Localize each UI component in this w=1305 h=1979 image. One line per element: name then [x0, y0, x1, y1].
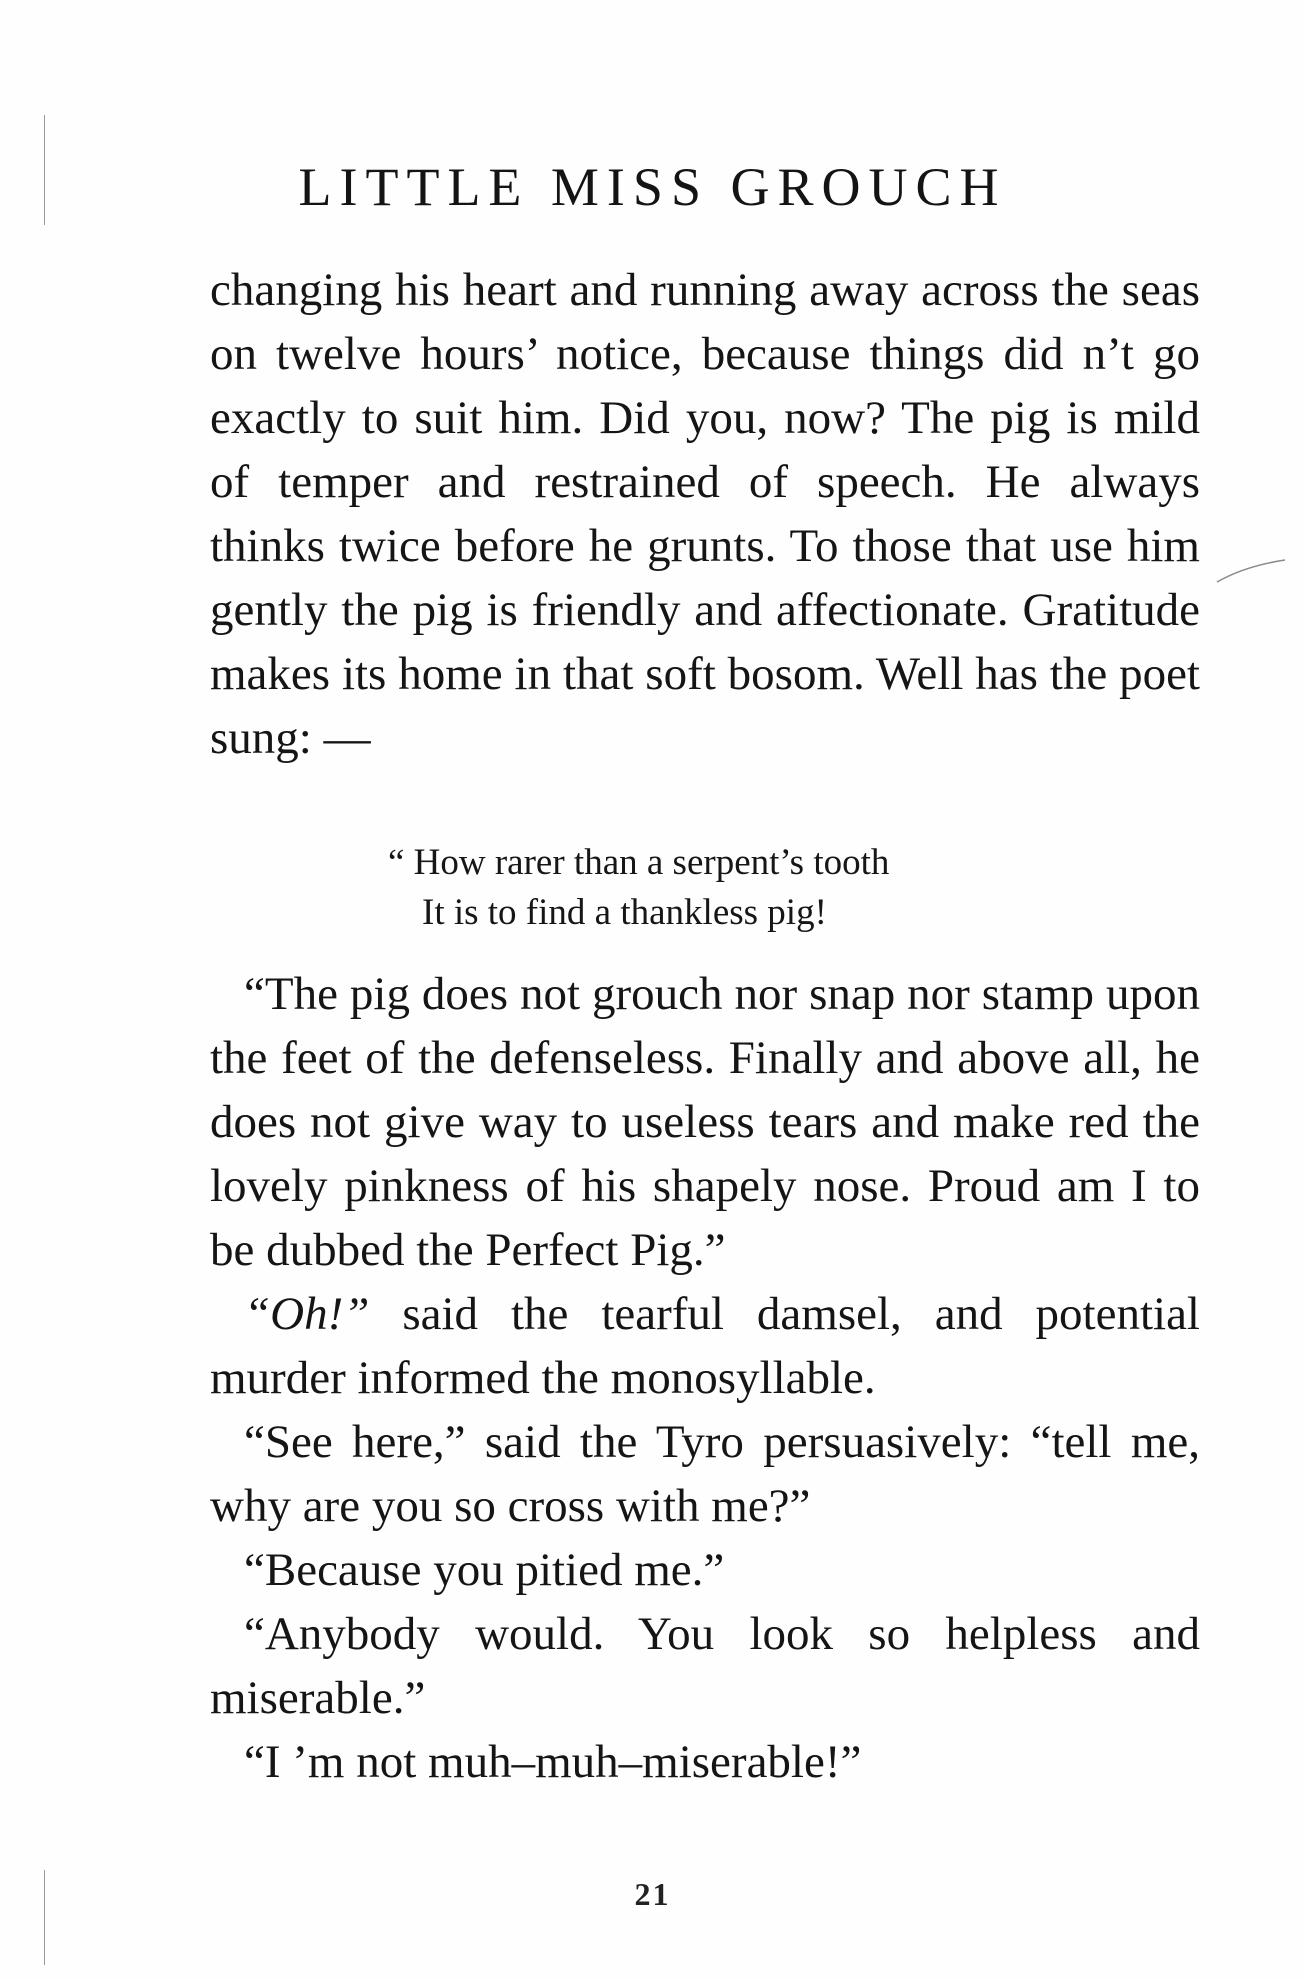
pencil-stroke-mark: [1215, 556, 1287, 586]
verse-line-1: “ How rarer than a serpent’s tooth: [388, 842, 890, 883]
paragraph-6: “Anybody would. You look so helpless and miserable.”: [210, 1608, 1200, 1724]
oh-exclamation: “Oh!”: [244, 1288, 370, 1340]
paragraph-3-text: said the tearful damsel, and potential murder informed the monosyllable.: [210, 1288, 1200, 1404]
running-head: LITTLE MISS GROUCH: [298, 157, 1007, 217]
paragraph-5: “Because you pitied me.”: [244, 1544, 725, 1596]
verse-line-2: It is to find a thankless pig!: [422, 892, 827, 933]
body-text: [210, 962, 1200, 1794]
paragraph-7: “I ’m not muh–muh–miserable!”: [244, 1736, 862, 1788]
page-number: 21: [634, 1876, 671, 1912]
paragraph-3: [210, 1282, 1200, 1410]
paragraph-continued: [210, 258, 1200, 770]
verse-quotation: [388, 838, 889, 938]
paragraph-4: “See here,” said the Tyro persuasively: “tell me, why are you so cross with me?”: [210, 1416, 1200, 1532]
paragraph-2: “The pig does not grouch nor snap nor stamp upon the feet of the defenseless. Finally and above all, he does not give way to useless tears and make red the lovely pinkness of his shapely nose. Proud am I to be dubbed the Perfect Pig.”: [210, 968, 1200, 1276]
paragraph-1: changing his heart and running away across the seas on twelve hours’ notice, because things did n’t go exactly to suit him. Did you, now? The pig is mild of temper and restrained of speech. He always thinks twice before he grunts. To those that use him gently the pig is friendly and affectionate. Gratitude makes its home in that soft bosom. Well has the poet sung: —: [210, 264, 1200, 764]
